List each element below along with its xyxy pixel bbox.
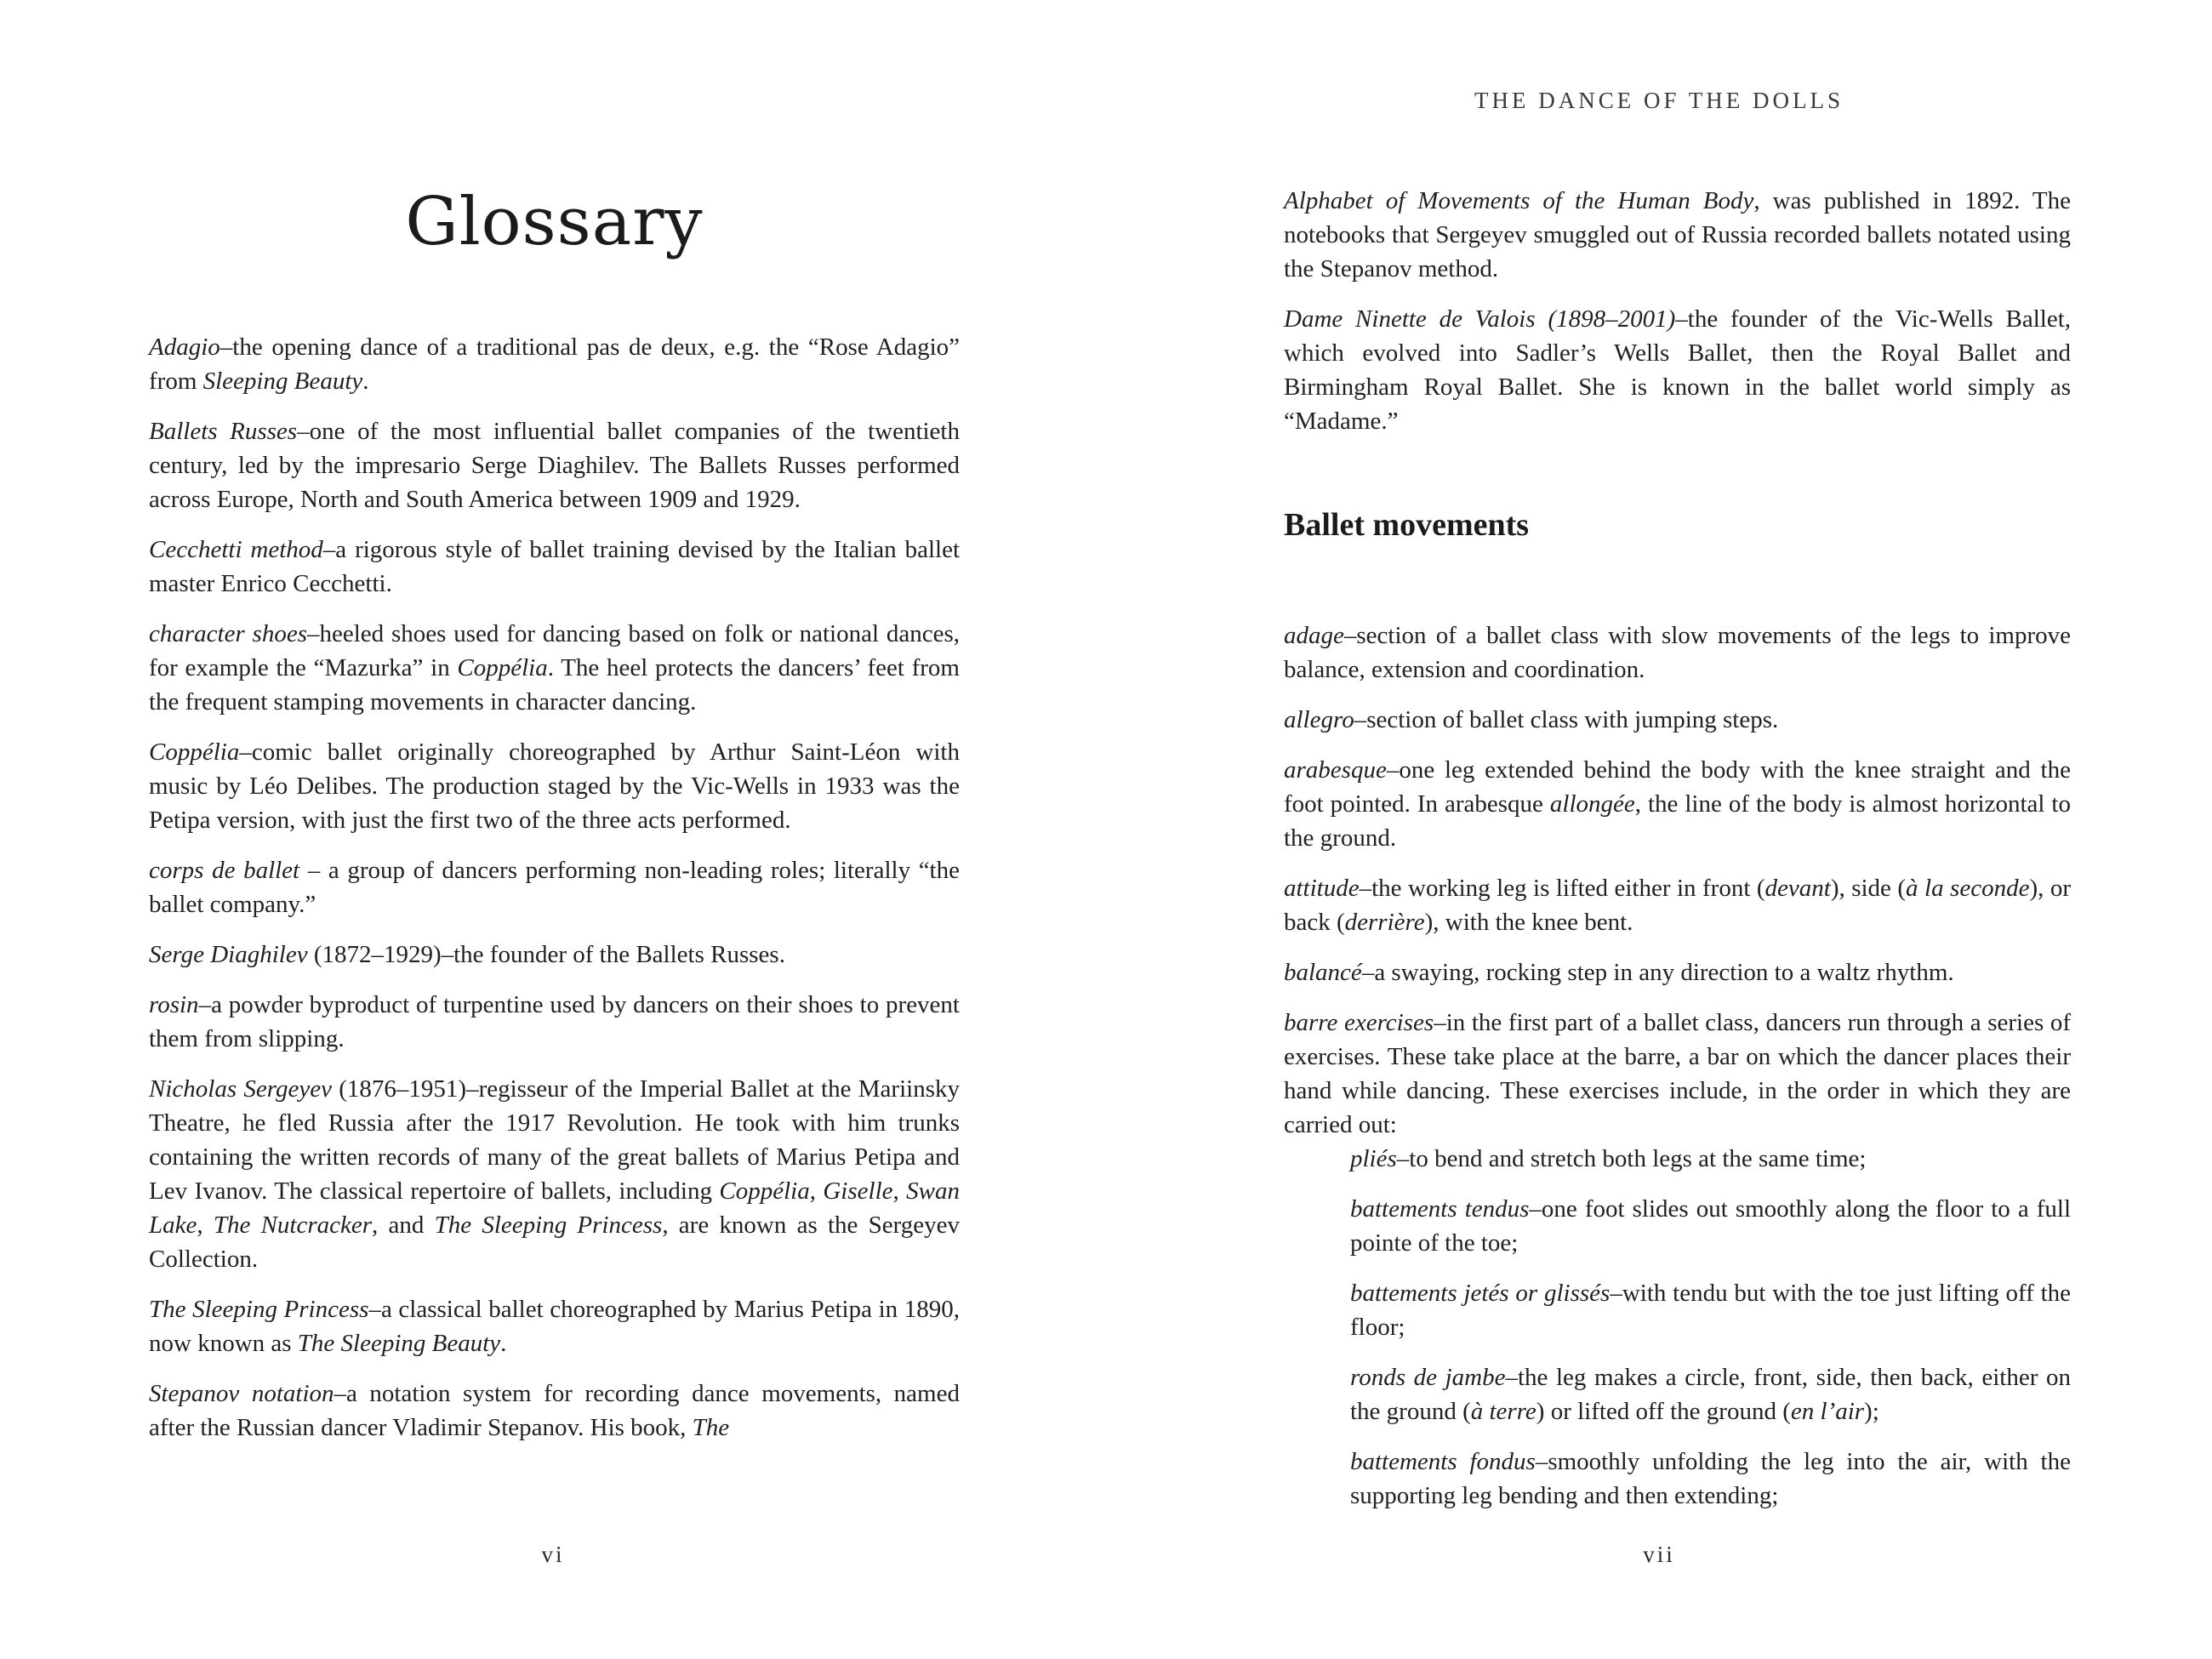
entry-term: Dame Ninette de Valois (1898–2001) (1284, 305, 1676, 333)
entry-text: . (362, 368, 369, 395)
glossary-entry (1284, 871, 2071, 939)
entry-text: –a swaying, rocking step in any direction to a waltz rhythm. (1361, 959, 1954, 986)
glossary-entry (149, 1377, 960, 1445)
entry-text: – a group of dancers performing non-leading roles; literally “the ballet company.” (149, 857, 960, 918)
chapter-title: Glossary (405, 184, 704, 260)
entry-text: The Sleeping Beauty (297, 1330, 501, 1357)
entry-text: –the leg makes a circle, front, side, then back, either on the ground ( (1350, 1364, 2071, 1425)
glossary-sub-entry (1350, 1276, 2071, 1344)
page-number-left: vi (541, 1542, 565, 1567)
entry-text: en l’air (1790, 1398, 1865, 1425)
glossary-entry (149, 1292, 960, 1360)
entry-term: Coppélia (149, 738, 240, 766)
entry-term: Nicholas Sergeyev (149, 1075, 332, 1103)
entry-text: Giselle (823, 1177, 893, 1205)
entry-text: . (500, 1330, 507, 1357)
glossary-entry (149, 735, 960, 837)
glossary-entry (149, 938, 960, 972)
entry-term: adage (1284, 622, 1344, 649)
entry-term: pliés (1350, 1145, 1397, 1172)
glossary-entry (149, 533, 960, 601)
entry-text: The Nutcracker (213, 1211, 373, 1239)
entry-term: ronds de jambe (1350, 1364, 1506, 1391)
entry-text: (1872–1929)–the founder of the Ballets Russes. (307, 941, 785, 968)
entry-text: Coppélia (719, 1177, 810, 1205)
entry-text: –a notation system for recording dance movements, named after the Russian dancer Vladimir Stepanov. His book, (149, 1380, 960, 1441)
entry-text: –to bend and stretch both legs at the same time; (1396, 1145, 1867, 1172)
entry-term: Ballets Russes (149, 418, 298, 445)
entry-text: –one of the most influential ballet companies of the twentieth century, led by the impresario Serge Diaghilev. The Ballets Russes performed across Europe, North and South America between 1909 and 1929. (149, 418, 960, 513)
glossary-entries-right (1284, 619, 2071, 1142)
glossary-entry (1284, 753, 2071, 855)
entry-text: –comic ballet originally choreographed by Arthur Saint-Léon with music by Léo Delibes. The production staged by the Vic-Wells in 1933 was the Petipa version, with just the first two of the three acts performed. (149, 738, 960, 834)
entry-term: arabesque (1284, 756, 1387, 784)
entry-term: allegro (1284, 706, 1354, 733)
entry-text: –a classical ballet choreographed by Marius Petipa in 1890, now known as (149, 1296, 960, 1357)
entry-text: Coppélia (457, 654, 548, 681)
entry-term: The Sleeping Princess (149, 1296, 369, 1323)
entry-text: , (892, 1177, 907, 1205)
entry-term: attitude (1284, 875, 1360, 902)
entry-text: allongée (1549, 790, 1635, 818)
entry-text: , the line of the body is almost horizontal to the ground. (1284, 790, 2071, 852)
section-heading: Ballet movements (1284, 507, 1530, 543)
entry-text: , (197, 1211, 214, 1239)
entry-term: barre exercises (1284, 1009, 1434, 1036)
glossary-entry (1284, 703, 2071, 737)
entry-text: , and (372, 1211, 435, 1239)
continuation-paragraphs (1284, 184, 2071, 438)
glossary-entry (149, 853, 960, 921)
glossary-sub-entry (1350, 1142, 2071, 1176)
running-header: THE DANCE OF THE DOLLS (1474, 88, 1844, 113)
glossary-entry (1284, 1006, 2071, 1142)
entry-term: Alphabet of Movements of the Human Body (1284, 187, 1754, 214)
glossary-entry (149, 988, 960, 1056)
glossary-entry (149, 330, 960, 398)
entry-text: derrière (1344, 909, 1425, 936)
glossary-entry (1284, 619, 2071, 687)
glossary-sub-entry (1350, 1360, 2071, 1428)
entry-text: ); (1864, 1398, 1879, 1425)
glossary-sub-entry (1350, 1192, 2071, 1260)
entry-text: –one foot slides out smoothly along the floor to a full pointe of the toe; (1350, 1195, 2072, 1257)
entry-text: The Sleeping Princess (434, 1211, 663, 1239)
entry-text: ) or lifted off the ground ( (1536, 1398, 1791, 1425)
entry-term: Cecchetti method (149, 536, 323, 563)
entry-term: battements fondus (1350, 1448, 1536, 1475)
entry-text: –heeled shoes used for dancing based on folk or national dances, for example the “Mazurka” in (149, 620, 960, 681)
right-page-content (1284, 0, 2071, 1513)
entry-term: battements tendus (1350, 1195, 1530, 1223)
entry-text: –one leg extended behind the body with the knee straight and the foot pointed. In arabesque (1284, 756, 2071, 818)
entry-text: –with tendu but with the toe just lifting off the floor; (1350, 1280, 2071, 1341)
entry-text: , are known as the Sergeyev Collection. (149, 1211, 960, 1273)
entry-text: –section of a ballet class with slow movements of the legs to improve balance, extension and coordination. (1284, 622, 2071, 683)
entry-text: –the founder of the Vic-Wells Ballet, which evolved into Sadler’s Wells Ballet, then the Royal Ballet and Birmingham Royal Ballet. She is known in the ballet world simply as “Madame.” (1284, 305, 2071, 435)
glossary-entries-left (149, 330, 960, 1445)
entry-term: Serge Diaghilev (149, 941, 308, 968)
left-page-content (149, 0, 960, 1445)
entry-text: devant (1764, 875, 1831, 902)
entry-text: ), with the knee bent. (1424, 909, 1633, 936)
entry-text: (1876–1951)–regisseur of the Imperial Ballet at the Mariinsky Theatre, he fled Russia after the 1917 Revolution. He took with him trunks containing the written records of many of the great ballets of Marius Petipa and Lev Ivanov. The classical repertoire of ballets, including (149, 1075, 960, 1205)
entry-term: corps de ballet (149, 857, 300, 884)
glossary-entry (149, 1072, 960, 1276)
entry-term: rosin (149, 991, 199, 1018)
entry-text: ), or back ( (1284, 875, 2071, 936)
entry-text: à la seconde (1906, 875, 2030, 902)
glossary-entry (149, 414, 960, 516)
entry-text: –the opening dance of a traditional pas de deux, e.g. the “Rose Adagio” from (149, 334, 960, 395)
entry-text: The (692, 1414, 730, 1441)
entry-text: –the working leg is lifted either in front ( (1359, 875, 1765, 902)
entry-text: , (809, 1177, 824, 1205)
entry-text: à terre (1470, 1398, 1536, 1425)
entry-text: –in the first part of a ballet class, dancers run through a series of exercises. These take place at the barre, a bar on which the dancer places their hand while dancing. These exercises include, in the order in which they are carried out: (1284, 1009, 2072, 1138)
entry-text: Swan Lake (149, 1177, 961, 1239)
glossary-entry (149, 617, 960, 719)
glossary-sub-entry (1350, 1445, 2071, 1513)
entry-term: Stepanov notation (149, 1380, 334, 1407)
entry-text: ), side ( (1830, 875, 1907, 902)
entry-text: –smoothly unfolding the leg into the air, with the supporting leg bending and then extending; (1350, 1448, 2071, 1509)
glossary-entry (1284, 955, 2071, 989)
entry-term: battements jetés or glissés (1350, 1280, 1611, 1307)
body-paragraph (1284, 184, 2071, 286)
entry-text: –section of ballet class with jumping steps. (1354, 706, 1779, 733)
entry-term: character shoes (149, 620, 307, 647)
entry-term: Adagio (149, 334, 220, 361)
entry-text: –a rigorous style of ballet training devised by the Italian ballet master Enrico Cecchetti. (149, 536, 961, 597)
entry-term: balancé (1284, 959, 1362, 986)
barre-exercise-list (1350, 1142, 2071, 1513)
entry-text: , was published in 1892. The notebooks that Sergeyev smuggled out of Russia recorded ballets notated using the Stepanov method. (1284, 187, 2071, 282)
body-paragraph (1284, 302, 2071, 438)
entry-text: . The heel protects the dancers’ feet from the frequent stamping movements in character dancing. (149, 654, 960, 715)
entry-text: –a powder byproduct of turpentine used by dancers on their shoes to prevent them from slipping. (149, 991, 960, 1052)
entry-text: Sleeping Beauty (202, 368, 363, 395)
right-page (1106, 0, 2212, 1659)
page-number-right: vii (1643, 1542, 1675, 1567)
